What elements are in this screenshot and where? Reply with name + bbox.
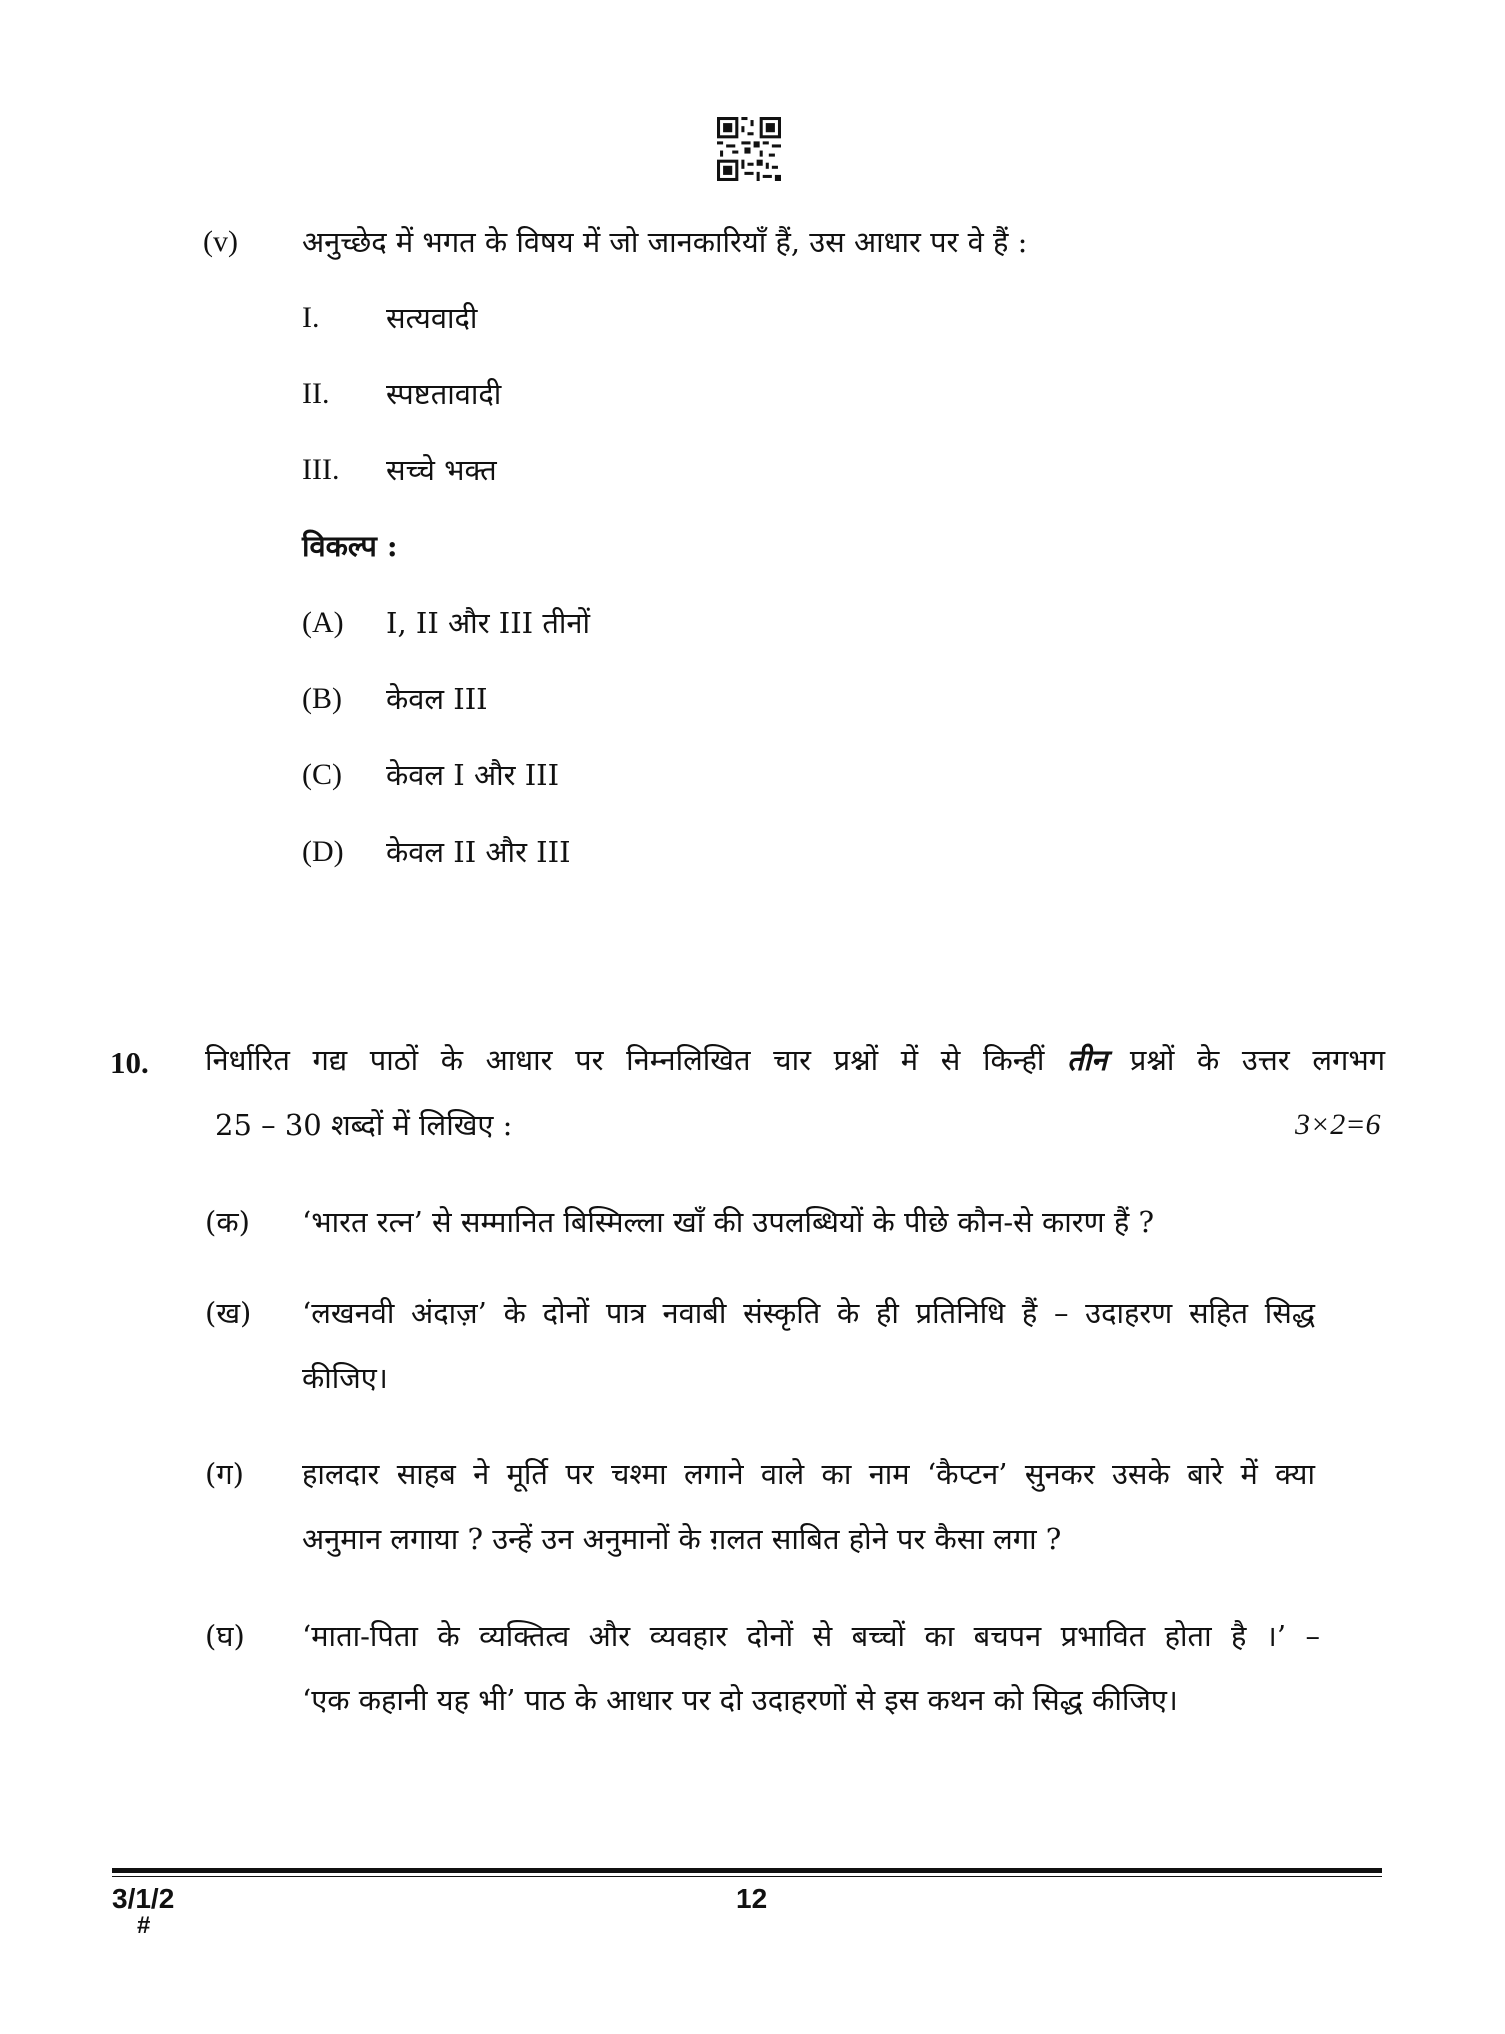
sub-question-text: हालदार साहब ने मूर्ति पर चश्मा लगाने वाले का नाम ‘कैप्टन’ सुनकर उसके बारे में क्या (302, 1457, 1315, 1491)
option-text: केवल II और III (386, 835, 571, 869)
sub-question-label: (ख) (205, 1296, 252, 1330)
sub-question-text: कीजिए। (302, 1361, 388, 1395)
question-10-instruction: 25 – 30 शब्दों में लिखिए : (215, 1108, 513, 1142)
qr-code (717, 117, 781, 181)
sub-question-text: ‘भारत रत्न’ से सम्मानित बिस्मिल्ला खाँ की उपलब्धियों के पीछे कौन-से कारण हैं ? (302, 1205, 1154, 1239)
part-v-question: अनुच्छेद में भगत के विषय में जो जानकारियाँ हैं, उस आधार पर वे हैं : (302, 225, 1028, 259)
statement-number: II. (302, 377, 330, 410)
footer-divider-thin (112, 1876, 1382, 1877)
sub-question-label: (क) (205, 1205, 250, 1239)
option-text: केवल III (386, 682, 488, 716)
sub-question-text: ‘माता-पिता के व्यक्तित्व और व्यवहार दोनों से बच्चों का बचपन प्रभावित होता है ।’ – (302, 1619, 1320, 1653)
question-10-emphasis: तीन (1067, 1043, 1108, 1077)
footer-divider (112, 1868, 1382, 1873)
statement-number: I. (302, 301, 320, 334)
statement-text: स्पष्टतावादी (386, 377, 502, 411)
paper-code: 3/1/2 (112, 1883, 175, 1914)
marks-allocation: 3×2=6 (1295, 1108, 1381, 1141)
option-text: केवल I और III (386, 758, 560, 792)
statement-text: सच्चे भक्त (386, 453, 497, 487)
question-10-line-1 (205, 1040, 1385, 1080)
question-10-text-end: प्रश्नों के उत्तर लगभग (1129, 1043, 1386, 1077)
statement-number: III. (302, 453, 340, 486)
question-number: 10. (110, 1045, 149, 1080)
sub-question-text: अनुमान लगाया ? उन्हें उन अनुमानों के ग़लत साबित होने पर कैसा लगा ? (302, 1522, 1062, 1556)
sub-question-label: (घ) (205, 1619, 245, 1653)
hash-mark: # (137, 1912, 151, 1939)
options-heading: विकल्प : (302, 529, 398, 563)
option-label: (D) (302, 835, 344, 868)
option-label: (C) (302, 758, 342, 791)
sub-question-text: ‘एक कहानी यह भी’ पाठ के आधार पर दो उदाहरणों से इस कथन को सिद्ध कीजिए। (302, 1683, 1178, 1717)
statement-text: सत्यवादी (386, 301, 478, 335)
option-label: (B) (302, 682, 342, 715)
option-label: (A) (302, 606, 344, 639)
option-text: I, II और III तीनों (386, 606, 590, 640)
sub-question-text: ‘लखनवी अंदाज़’ के दोनों पात्र नवाबी संस्कृति के ही प्रतिनिधि हैं – उदाहरण सहित सिद्ध (302, 1296, 1315, 1330)
question-10-text: निर्धारित गद्य पाठों के आधार पर निम्नलिखित चार प्रश्नों में से किन्हीं (205, 1043, 1045, 1077)
sub-question-label: (ग) (205, 1457, 244, 1491)
page-number: 12 (736, 1883, 768, 1914)
part-v-label: (v) (203, 225, 238, 258)
